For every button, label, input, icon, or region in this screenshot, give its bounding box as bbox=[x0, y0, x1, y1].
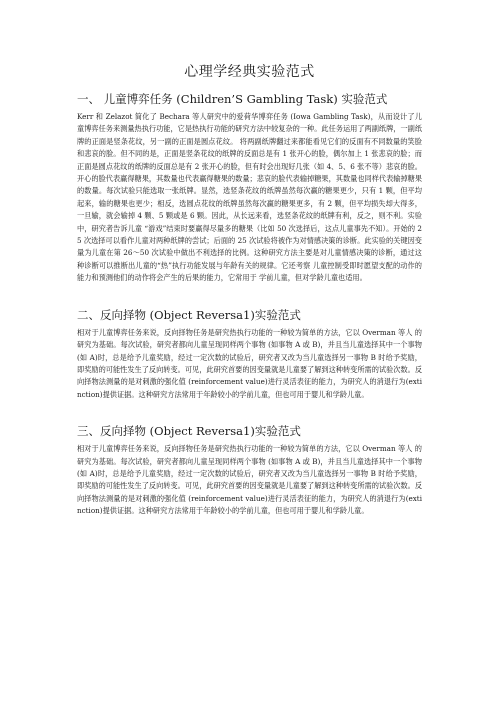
section-heading: 三、反向择物 (Object Reversa1)实验范式 bbox=[77, 424, 301, 439]
section-spacer bbox=[77, 285, 422, 308]
section-paragraph: Kerr 和 Zelazot 简化了 Bechara 等人研究中的爱荷华博弈任务 (Iowa Gambling Task)，从而设计了儿童博弈任务来测量热执行功能，它是热执行功能的研究方法中较复杂的一种。此任务运用了两副纸牌，一副纸牌的正面是竖条花纹，另一副的正面是圆点花纹。 将两副纸牌翻过来都能看见它们的反面有不同数量的笑脸和悲哀的脸。但不同的是，正面是竖条花纹的纸牌的反面总是有 1 张开心的脸，偶尔加上 1 张悲哀的脸；而正面是圆点花纹的纸牌的反面总是有 2 张开心的脸，但有时会出现好几张（如 4、5、6 张不等）悲哀的脸。开心的脸代表赢得糖果，其数量也代表赢得糖果的数量；悲哀的脸代表输掉糖果，其数量也同样代表输掉糖果的数量。每次试验只能选取一张纸牌。显然，选竖条花纹的纸牌虽然每次赢的糖果更少，只有 1 颗，但平均起来，输的糖果也更少；相反，选圆点花纹的纸牌虽然每次赢的糖果更多，有 2 颗，但平均损失却大得多，一旦输，就会输掉 4 颗、5 颗或是 6 颗。因此，从长远来看，选竖条花纹的纸牌有利，反之，则不利。实验中，研究者告诉儿童 “游戏”结束时要赢得尽量多的糖果（比如 50 次选择后，这点儿童事先不知）。开始的 25 次选择可以看作儿童对两种纸牌的尝试；后面的 25 次试验将被作为对情感决策的诊断。此实验的关键因变量为儿童在第 26～50 次试验中做出不利选择的比例。这种研究方法主要是对儿童情感决策的诊断，通过这种诊断可以推断出儿童的“热”执行功能发展与年龄有关的规律。它还考察 儿童控制受即时愿望支配的动作的能力和预测他们的动作将会产生的后果的能力，它常用于 学前儿童，但对学龄儿童也适用。 bbox=[77, 112, 423, 283]
section-object-reversal-repeat bbox=[77, 424, 422, 517]
section-paragraph: 相对于儿童博弈任务来说，反向择物任务是研究热执行功能的一种较为简单的方法，它以 Overman 等人 的研究为基础。每次试验，研究者都向儿童呈现同样两个事物 (如事物 A 或 B)，并且当儿童选择其中一个事物 (如 A)时，总是给予儿童奖励，经过一定次数的试验后，研究者又改为当儿童选择另一事物 B 时给予奖励，即奖励的可能性发生了反向转变。可见，此研究首要的因变量就是儿童要了解到这种转变所需的试验次数。反向择物法测量的是对刺激的强化值 (reinforcement value)进行灵活表征的能力，为研究人的消退行为(extinction)提供证据。这种研究方法常用于年龄较小的学前儿童，但也可用于婴儿和学龄儿童。 bbox=[77, 444, 423, 516]
section-childrens-gambling-task bbox=[77, 92, 422, 285]
section-heading: 二、反向择物 (Object Reversa1)实验范式 bbox=[77, 307, 301, 322]
section-object-reversal bbox=[77, 308, 422, 401]
document-title: 心理学经典实验范式 bbox=[184, 64, 315, 80]
section-heading: 一、 儿童博弈任务 (Children’S Gambling Task) 实验范式 bbox=[77, 92, 388, 106]
section-paragraph: 相对于儿童博弈任务来说，反向择物任务是研究热执行功能的一种较为简单的方法，它以 Overman 等人 的研究为基础。每次试验，研究者都向儿童呈现同样两个事物 (如事物 A 或 B)，并且当儿童选择其中一个事物 (如 A)时，总是给予儿童奖励，经过一定次数的试验后，研究者又改为当儿童选择另一事物 B 时给予奖励，即奖励的可能性发生了反向转变。可见，此研究首要的因变量就是儿童要了解到这种转变所需的试验次数。反向择物法测量的是对刺激的强化值 (reinforcement value)进行灵活表征的能力，为研究人的消退行为(extinction)提供证据。这种研究方法常用于年龄较小的学前儿童，但也可用于婴儿和学龄儿童。 bbox=[77, 327, 423, 399]
section-spacer bbox=[77, 401, 422, 424]
